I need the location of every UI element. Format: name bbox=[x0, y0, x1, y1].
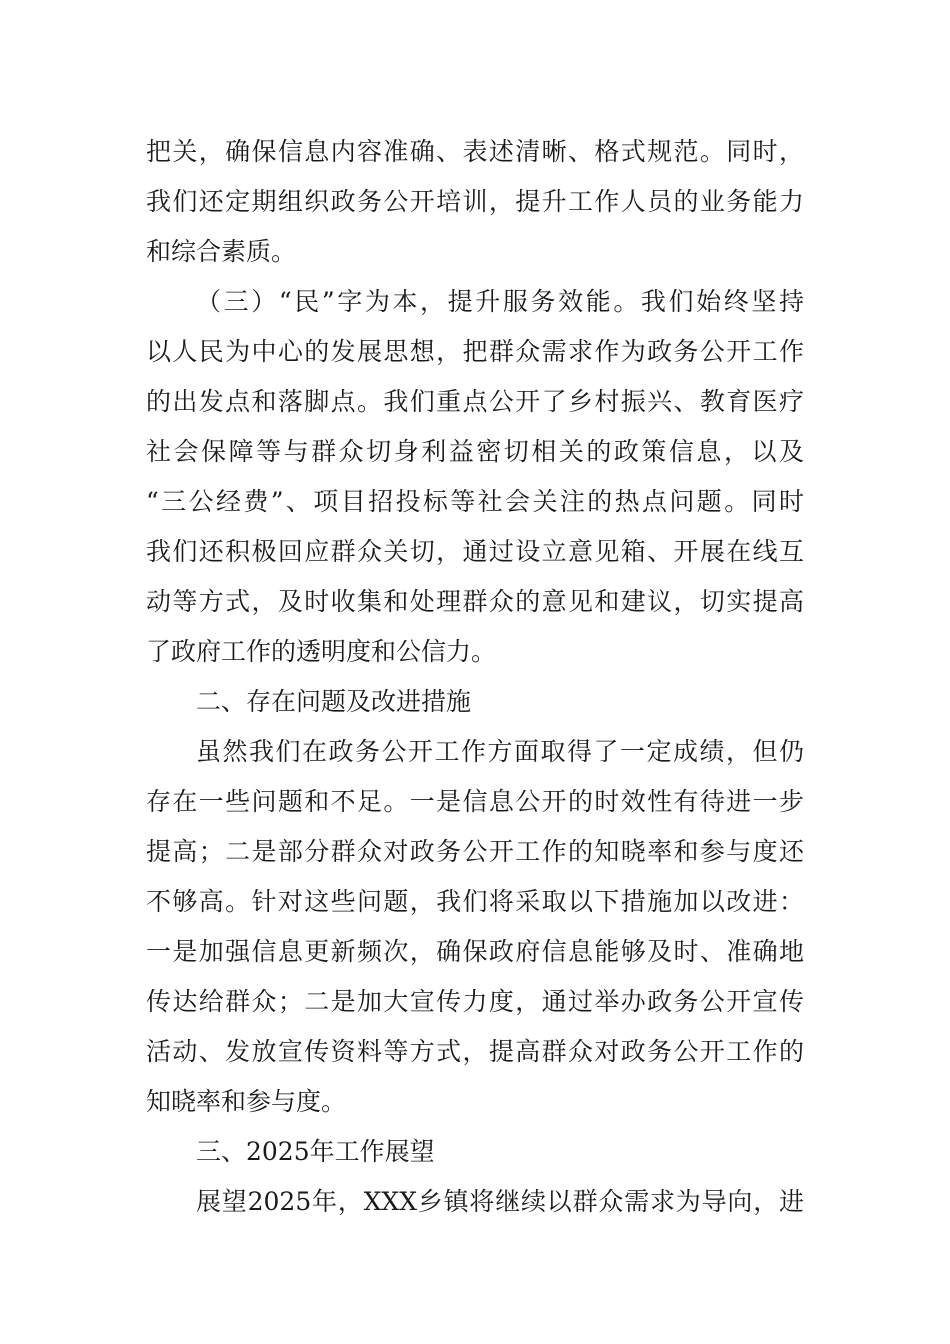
text-line: 以人民为中心的发展思想，把群众需求作为政务公开工作 bbox=[146, 337, 804, 366]
text-line: 把关，确保信息内容准确、表述清晰、格式规范。同时， bbox=[146, 137, 804, 166]
paragraph-start-line: 展望2025年，XXX乡镇将继续以群众需求为导向，进 bbox=[196, 1187, 804, 1216]
paragraph-start-line: （三）“民”字为本，提升服务效能。我们始终坚持 bbox=[196, 287, 804, 316]
text-line: 我们还积极回应群众关切，通过设立意见箱、开展在线互 bbox=[146, 537, 804, 566]
text-line: 不够高。针对这些问题，我们将采取以下措施加以改进： bbox=[146, 887, 804, 916]
text-line: 传达给群众；二是加大宣传力度，通过举办政务公开宣传 bbox=[146, 987, 804, 1016]
text-line: 动等方式，及时收集和处理群众的意见和建议，切实提高 bbox=[146, 587, 804, 616]
paragraph-start-line: 虽然我们在政务公开工作方面取得了一定成绩，但仍 bbox=[196, 737, 804, 766]
text-line: 存在一些问题和不足。一是信息公开的时效性有待进一步 bbox=[146, 787, 804, 816]
text-line: “三公经费”、项目招投标等社会关注的热点问题。同时 bbox=[146, 487, 804, 516]
text-line: 我们还定期组织政务公开培训，提升工作人员的业务能力 bbox=[146, 187, 804, 216]
text-line: 活动、发放宣传资料等方式，提高群众对政务公开工作的 bbox=[146, 1037, 804, 1066]
section-heading-2: 二、存在问题及改进措施 bbox=[196, 687, 472, 716]
text-line: 和综合素质。 bbox=[146, 237, 297, 266]
text-line: 一是加强信息更新频次，确保政府信息能够及时、准确地 bbox=[146, 937, 804, 966]
text-line: 知晓率和参与度。 bbox=[146, 1087, 347, 1116]
text-line: 了政府工作的透明度和公信力。 bbox=[146, 637, 497, 666]
section-heading-3: 三、2025年工作展望 bbox=[196, 1137, 435, 1166]
text-line: 提高；二是部分群众对政务公开工作的知晓率和参与度还 bbox=[146, 837, 804, 866]
text-line: 社会保障等与群众切身利益密切相关的政策信息，以及 bbox=[146, 437, 804, 466]
text-line: 的出发点和落脚点。我们重点公开了乡村振兴、教育医疗 bbox=[146, 387, 804, 416]
